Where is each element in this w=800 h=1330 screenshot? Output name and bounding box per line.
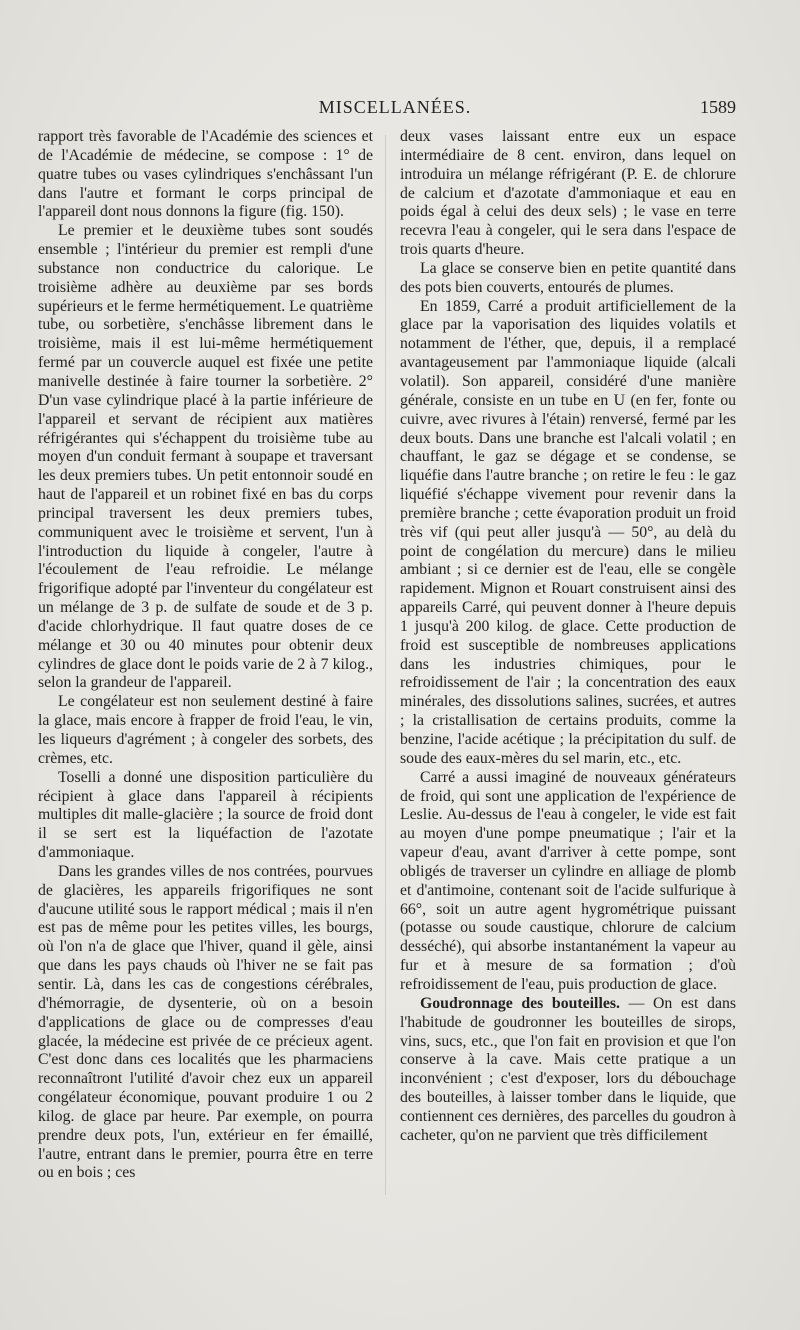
paragraph: rapport très favorable de l'Académie des sciences et de l'Académie de médecine, se compose : 1° de quatre tubes ou vases cylindriques s'enchâssant l'un dans l'autre et formant le corps principal de l'appareil dont nous donnons la figure (fig. 150). bbox=[38, 128, 373, 221]
paragraph: deux vases laissant entre eux un espace intermédiaire de 8 cent. environ, dans lequel on introduira un mélange réfrigérant (P. E. de chlorure de calcium et d'azotate d'ammoniaque et eau en poids égal à celui des deux sels) ; le vase en terre recevra l'eau à congeler, qui le sera dans l'espace de trois quarts d'heure. bbox=[400, 128, 736, 259]
paragraph: Carré a aussi imaginé de nouveaux générateurs de froid, qui sont une application de l'expérience de Leslie. Au-dessus de l'eau à congeler, le vide est fait au moyen d'une pompe pneumatique ; l'air et la vapeur d'eau, avant d'arriver à cette pompe, sont obligés de traverser un cylindre en alliage de plomb et d'antimoine, contenant soit de l'acide sulfurique à 66°, soit un autre agent hygrométrique puissant (potasse ou soude caustique, chlorure de calcium desséché), qui absorbe instantanément la vapeur au fur et à mesure de sa formation ; d'où refroidissement de l'eau, puis production de glace. bbox=[400, 768, 736, 993]
paragraph: Le congélateur est non seulement destiné à faire la glace, mais encore à frapper de froid l'eau, le vin, les liqueurs d'agrément ; à congeler des sorbets, des crèmes, etc. bbox=[38, 693, 373, 767]
page-header bbox=[0, 97, 800, 121]
right-column bbox=[400, 128, 736, 1146]
column-divider bbox=[385, 135, 386, 1195]
page-number: 1589 bbox=[700, 97, 736, 117]
paragraph: Dans les grandes villes de nos contrées, pourvues de glacières, les appareils frigorifiques ne sont d'aucune utilité sous le rapport médical ; mais il n'en est pas de même pour les petites villes, les bourgs, où l'on n'a de glace que l'hiver, quand il gèle, ainsi que dans les pays chauds où l'hiver ne se fait pas sentir. Là, dans les cas de congestions cérébrales, d'hémorragie, de dysenterie, où on a besoin d'applications de glace ou de compresses d'eau glacée, la médecine est privée de ce précieux agent. C'est donc dans ces localités que les pharmaciens reconnaîtront l'utilité d'avoir chez eux un appareil congélateur économique, pouvant produire 1 ou 2 kilog. de glace par heure. Par exemple, on pourra prendre deux pots, l'un, extérieur en fer émaillé, l'autre, entrant dans le premier, pourra être en terre ou en bois ; ces bbox=[38, 862, 373, 1182]
paragraph: Toselli a donné une disposition particulière du récipient à glace dans l'appareil à récipients multiples dit malle-glacière ; la source de froid dont il se sert est la liquéfaction de l'azotate d'ammoniaque. bbox=[38, 768, 373, 862]
section-paragraph bbox=[400, 995, 736, 1146]
section-text: — On est dans l'habitude de goudronner les bouteilles de sirops, vins, sucs, etc., que l'on fait en provision et que l'on conserve à la cave. Mais cette pratique a un inconvénient ; c'est d'exposer, lors du débouchage des bouteilles, à laisser tomber dans le liquide, que contiennent ces dernières, des parcelles du goudron à cacheter, qu'on ne parvient que très difficilement bbox=[400, 994, 737, 1144]
paragraph: En 1859, Carré a produit artificiellement de la glace par la vaporisation des liquides volatils et notamment de l'éther, que, depuis, il a remplacé avantageusement par l'ammoniaque liquide (alcali volatil). Son appareil, considéré d'une manière générale, consiste en un tube en U (en fer, fonte ou cuivre, avec rivures à l'étain) renversé, fermé par les deux bouts. Dans une branche est l'alcali volatil ; en chauffant, le gaz se dégage et se condense, se liquéfie dans l'autre branche ; on retire le feu : le gaz liquéfié s'échappe vivement pour revenir dans la première branche ; cette évaporation produit un froid très vif (qui peut aller jusqu'à — 50°, au delà du point de congélation du mercure) dans le milieu ambiant ; si ce dernier est de l'eau, elle se congèle rapidement. Mignon et Rouart construisent ainsi des appareils Carré, qui peuvent donner à l'heure depuis 1 jusqu'à 200 kilog. de glace. Cette production de froid est susceptible de nombreuses applications dans les industries chimiques, pour le refroidissement de l'air ; la concentration des eaux minérales, des dissolutions salines, sucrées, et autres ; la cristallisation de certains produits, comme la benzine, l'acide acétique ; la précipitation du sulf. de soude des eaux-mères du sel marin, etc., etc. bbox=[400, 297, 736, 767]
paragraph: La glace se conserve bien en petite quantité dans des pots bien couverts, entourés de plumes. bbox=[400, 259, 736, 296]
running-title: MISCELLANÉES. bbox=[318, 97, 472, 117]
paragraph: Le premier et le deuxième tubes sont soudés ensemble ; l'intérieur du premier est rempli d'une substance non conductrice du calorique. Le troisième adhère au deuxième par ses bords supérieurs et le ferme hermétiquement. Le quatrième tube, ou sorbetière, s'enchâsse librement dans le troisième, mais il est lui-même hermétiquement fermé par un couvercle auquel est fixée une petite manivelle destinée à faire tourner la sorbetière. 2° D'un vase cylindrique placé à la partie inférieure de l'appareil et servant de récipient aux matières réfrigérantes qui s'échappent du troisième tube au moyen d'un conduit fermant à soupape et traversant les deux premiers tubes. Un petit entonnoir soudé en haut de l'appareil et un robinet fixé en bas du corps principal traversent les deux premiers tubes, communiquent avec le troisième et servent, l'un à l'introduction du liquide à congeler, l'autre à l'écoulement de l'eau refroidie. Le mélange frigorifique adopté par l'inventeur du congélateur est un mélange de 3 p. de sulfate de soude et de 3 p. d'acide chlorhydrique. Il faut quatre doses de ce mélange et 30 ou 40 minutes pour obtenir deux cylindres de glace dont le poids varie de 2 à 7 kilog., selon la grandeur de l'appareil. bbox=[38, 222, 373, 692]
left-column bbox=[38, 128, 373, 1183]
section-heading: Goudronnage des bouteilles. bbox=[420, 994, 620, 1012]
